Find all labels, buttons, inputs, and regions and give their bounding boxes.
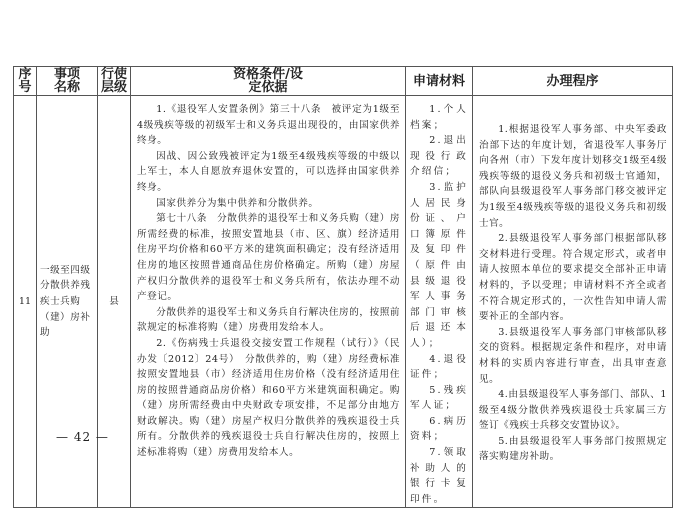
procedure-step: 4.由县级退役军人事务部门、部队、1级至4级分散供养残疾退役士兵家属三方签订《残疾士兵移交安置协议》。 <box>479 389 667 432</box>
row-materials <box>406 96 473 508</box>
row-item-name: 一级至四级分散供养残疾士兵购（建）房补助 <box>37 96 98 508</box>
material-item: 2.退出现役行政介绍信； <box>410 135 468 178</box>
procedure-step: 3.县级退役军人事务部门审核部队移交的资料。根据规定条件和程序，对申请材料的实质内容进行审查，出具审查意见。 <box>479 326 667 385</box>
page-number: — 42 — <box>56 430 109 444</box>
material-item: 4.退役证件； <box>410 353 468 381</box>
material-item: 1.个人档案； <box>410 104 468 131</box>
basis-paragraph: 国家供养分为集中供养和分散供养。 <box>156 197 319 209</box>
row-procedure <box>473 96 673 508</box>
material-item: 3.监护人居民身份证、户口簿原件及复印件（原件由县级退役军人事务部门审核后退还本人）； <box>410 181 468 349</box>
basis-paragraph: 2.《伤病残士兵退役交接安置工作规程（试行）》（民办发〔2012〕24号） 分散供养的，购（建）房经费标准按照安置地县（市）经济适用住房价格（没有经济适用住房的按照普通商品房价格）和60平方米建筑面积确定。购（建）房所需经费由中央财政专项安排，不足部分由地方财政解决。购（建）房屋产权归分散供养的残疾退役士兵所有。分散供养的残疾退役士兵自行解决住房的，按照上述标准将购（建）房费用发给本人。 <box>137 337 400 459</box>
material-item: 6.病历资料； <box>410 415 468 443</box>
row-level: 县 <box>98 96 131 508</box>
header-basis: 资格条件/设定依据 <box>131 67 406 96</box>
basis-paragraph: 1.《退役军人安置条例》第三十八条 被评定为1级至4级残疾等级的初级军士和义务兵退出现役的，由国家供养终身。 <box>137 104 400 147</box>
material-item: 7.领取补助人的银行卡复印件。 <box>410 447 468 505</box>
header-item: 事项名称 <box>37 67 98 96</box>
header-seq: 序号 <box>14 67 37 96</box>
service-table <box>13 66 673 508</box>
row-seq: 11 <box>14 96 37 508</box>
material-item: 5.残疾军人证； <box>410 384 468 412</box>
procedure-step: 5.由县级退役军人事务部门按照规定落实购建房补助。 <box>479 435 667 463</box>
basis-paragraph: 因战、因公致残被评定为1级至4级残疾等级的中级以上军士，本人自愿放弃退休安置的，可以选择由国家供养终身。 <box>137 150 400 193</box>
procedure-step: 2.县级退役军人事务部门根据部队移交材料进行受理。符合规定形式，或者申请人按照本单位的要求提交全部补正申请材料的，予以受理；申请材料不齐全或者不符合规定形式的，一次性告知申请人需要补正的全部内容。 <box>479 233 667 323</box>
header-procedure: 办理程序 <box>473 67 673 96</box>
table-row <box>14 96 673 508</box>
header-level: 行使层级 <box>98 67 131 96</box>
procedure-step: 1.根据退役军人事务部、中央军委政治部下达的年度计划，省退役军人事务厅向各州（市）下发年度计划移交1级至4级残疾等级的退役义务兵和初级士官通知，部队向县级退役军人事务部门移交被评定为1级至4级残疾等级的退役义务兵和初级士官。 <box>479 124 667 229</box>
header-materials: 申请材料 <box>406 67 473 96</box>
header-row <box>14 67 673 96</box>
basis-paragraph: 分散供养的退役军士和义务兵自行解决住房的，按照前款规定的标准将购（建）房费用发给本人。 <box>137 306 400 334</box>
row-basis <box>131 96 406 508</box>
basis-paragraph: 第七十八条 分散供养的退役军士和义务兵购（建）房所需经费的标准，按照安置地县（市、区、旗）经济适用住房平均价格和60平方米的建筑面积确定；没有经济适用住房的地区按照普通商品住房价格确定。所购（建）房屋产权归分散供养的退役军士和义务兵所有，依法办理不动产登记。 <box>137 213 400 303</box>
